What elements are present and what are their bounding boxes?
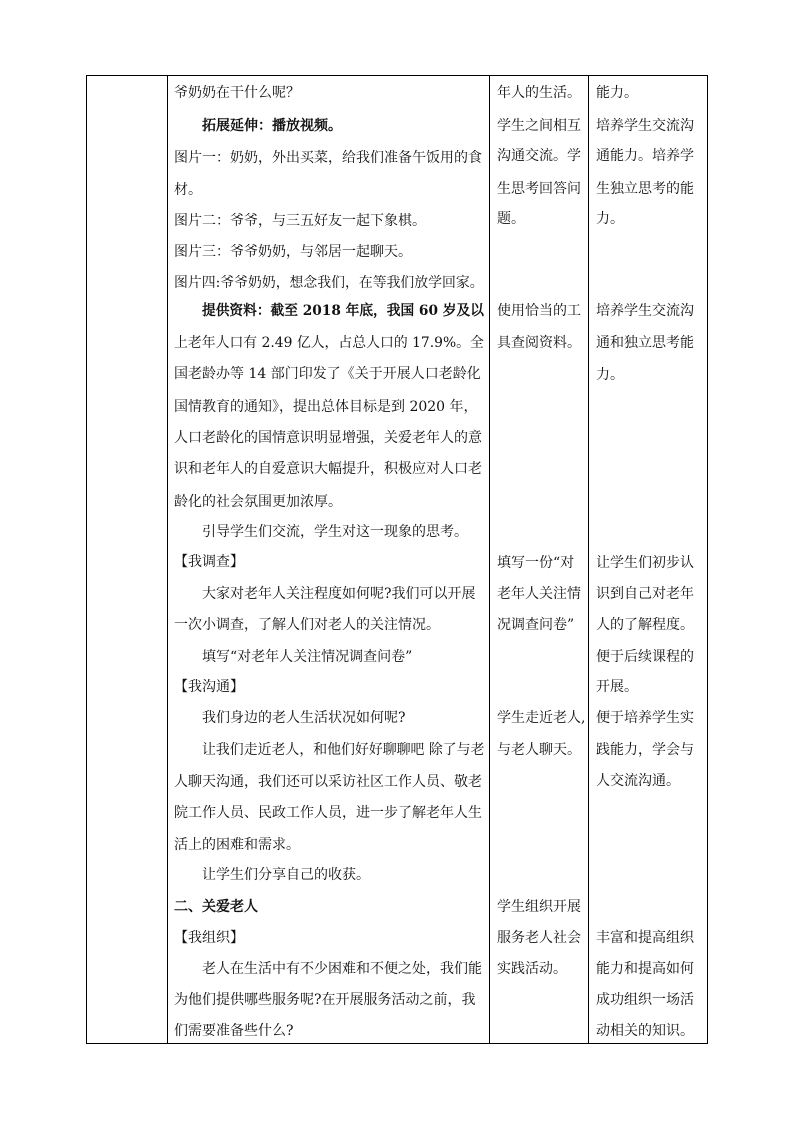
student-column-line: 填写一份“对 [497, 555, 575, 571]
student-column-line: 具查阅资料。 [497, 335, 581, 351]
purpose-column-line: 培养学生交流沟 [596, 118, 694, 134]
purpose-column-line: 生独立思考的能 [596, 181, 694, 197]
main-column-line: 我们身边的老人生活状况如何呢? [202, 710, 406, 726]
purpose-column-line: 让学生们初步认 [596, 555, 694, 571]
main-column-line: 让我们走近老人，和他们好好聊聊吧 除了与老 [202, 742, 485, 758]
purpose-column-line: 力。 [596, 211, 624, 227]
purpose-column-line: 动相关的知识。 [596, 1023, 694, 1039]
main-column-line: 图片二：爷爷，与三五好友一起下象棋。 [174, 213, 426, 229]
table-divider-1 [167, 75, 168, 1044]
purpose-column-line: 能力。 [596, 85, 638, 101]
main-column-line: 人聊天沟通，我们还可以采访社区工作人员、敬老 [174, 774, 482, 790]
purpose-column-line: 通能力。培养学 [596, 148, 694, 164]
table-border-left [86, 75, 87, 1044]
main-column-line: 为他们提供哪些服务呢?在开展服务活动之前，我 [174, 992, 476, 1008]
student-column-line: 学生之间相互 [497, 118, 581, 134]
main-column-line: 识和老年人的自爱意识大幅提升，积极应对人口老 [174, 461, 482, 477]
purpose-column-line: 通和独立思考能 [596, 335, 694, 351]
purpose-column-line: 人的了解程度。 [596, 617, 694, 633]
student-column-line: 实践活动。 [497, 961, 567, 977]
main-column-line: 上老年人口有 2.49 亿人，占总人口的 17.9%。全 [174, 335, 484, 351]
main-column-line: 引导学生们交流，学生对这一现象的思考。 [202, 524, 468, 540]
purpose-column-line: 力。 [596, 367, 624, 383]
table-border-right [707, 75, 708, 1044]
student-column-line: 学生组织开展 [497, 899, 581, 915]
main-column-line: 们需要准备些什么? [174, 1023, 294, 1039]
main-column-line: 活上的困难和需求。 [174, 837, 300, 853]
purpose-column-line: 便于培养学生实 [596, 710, 694, 726]
student-column-line: 生思考回答问 [497, 181, 581, 197]
purpose-column-line: 丰富和提高组织 [596, 930, 694, 946]
main-column-line: 人口老龄化的国情意识明显增强，关爱老年人的意 [174, 430, 482, 446]
purpose-column-line: 开展。 [596, 679, 638, 695]
main-column-line: 老人在生活中有不少困难和不便之处，我们能 [202, 961, 482, 977]
main-column-line: 【我组织】 [174, 930, 244, 946]
main-column-line: 国老龄办等 14 部门印发了《关于开展人口老龄化 [174, 366, 481, 382]
student-column-line: 沟通交流。学 [497, 148, 581, 164]
main-column-line: 二、关爱老人 [174, 899, 258, 915]
student-column-line: 年人的生活。 [497, 85, 581, 101]
purpose-column-line: 识到自己对老年 [596, 586, 694, 602]
main-column-line: 一次小调查，了解人们对老人的关注情况。 [174, 617, 440, 633]
student-column-line: 使用恰当的工 [497, 303, 581, 319]
student-column-line: 老年人关注情 [497, 586, 581, 602]
student-column-line: 学生走近老人, [497, 710, 586, 726]
student-column-line: 况调查问卷” [497, 617, 575, 633]
main-column-line: 材。 [174, 182, 202, 198]
purpose-column-line: 成功组织一场活 [596, 992, 694, 1008]
main-column-line: 提供资料：截至 2018 年底，我国 60 岁及以 [202, 303, 484, 319]
main-column-line: 【我沟通】 [174, 679, 244, 695]
main-column-line: 爷奶奶在干什么呢？ [174, 85, 300, 101]
purpose-column-line: 人交流沟通。 [596, 773, 680, 789]
main-column-line: 院工作人员、民政工作人员，进一步了解老年人生 [174, 805, 482, 821]
purpose-column-line: 践能力，学会与 [596, 742, 694, 758]
purpose-column-line: 能力和提高如何 [596, 961, 694, 977]
table-divider-2 [489, 75, 490, 1044]
student-column-line: 服务老人社会 [497, 930, 581, 946]
main-column-line: 图片四:爷爷奶奶，想念我们，在等我们放学回家。 [174, 275, 484, 291]
main-column-line: 让学生们分享自己的收获。 [202, 867, 370, 883]
table-border-bottom [86, 1043, 708, 1044]
main-column-line: 国情教育的通知》，提出总体目标是到 2020 年， [174, 399, 478, 415]
main-column-line: 龄化的社会氛围更加浓厚。 [174, 494, 342, 510]
student-column-line: 与老人聊天。 [497, 742, 581, 758]
main-column-line: 拓展延伸：播放视频。 [202, 118, 342, 134]
main-column-line: 填写“对老年人关注情况调查问卷” [202, 649, 413, 665]
table-divider-3 [588, 75, 589, 1044]
main-column-line: 【我调查】 [174, 554, 244, 570]
main-column-line: 大家对老年人关注程度如何呢?我们可以开展 [202, 586, 476, 602]
main-column-line: 图片三：爷爷奶奶，与邻居一起聊天。 [174, 244, 412, 260]
student-column-line: 题。 [497, 211, 525, 227]
main-column-line: 图片一：奶奶，外出买菜，给我们准备午饭用的食 [174, 150, 482, 166]
purpose-column-line: 便于后续课程的 [596, 649, 694, 665]
purpose-column-line: 培养学生交流沟 [596, 303, 694, 319]
table-border-top [86, 75, 708, 76]
